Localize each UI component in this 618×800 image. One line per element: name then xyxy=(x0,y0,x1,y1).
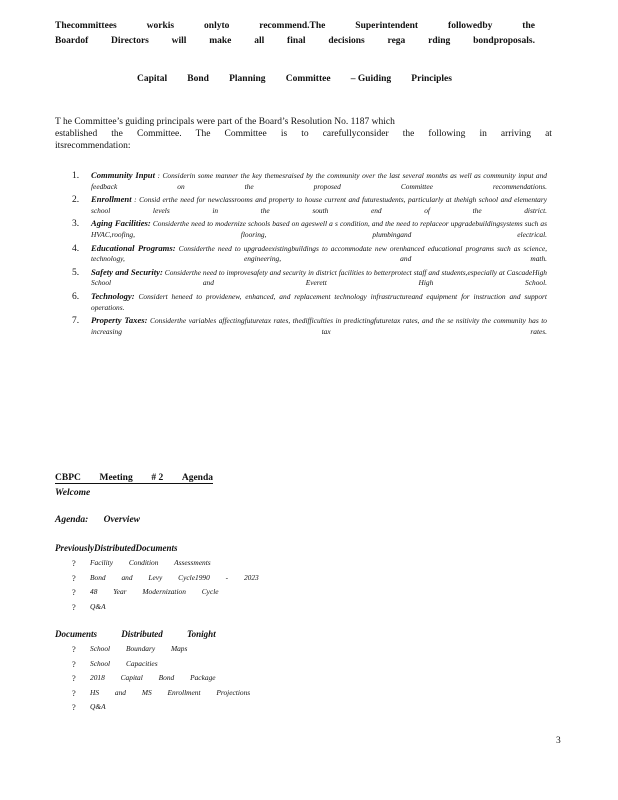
document-name: School Boundary Maps xyxy=(90,644,188,653)
principle-term: Safety and Security: xyxy=(91,266,163,277)
intro-word: onlyto xyxy=(204,21,230,31)
welcome-item: Welcome xyxy=(55,488,91,498)
resolution-line-2 xyxy=(55,128,552,140)
section-heading xyxy=(137,74,452,84)
heading-word: Committee xyxy=(285,74,331,84)
bullet-glyph: ? xyxy=(72,644,76,654)
intro-word: followedby xyxy=(448,21,493,31)
bullet-glyph: ? xyxy=(72,572,76,583)
intro-line-2 xyxy=(55,34,535,49)
guiding-principles-list xyxy=(72,170,547,339)
intro-word: recommend.The xyxy=(259,21,326,31)
resolution-word: Committee. xyxy=(136,129,182,139)
intro-word: bondproposals. xyxy=(473,36,535,46)
principle-term: Enrollment xyxy=(91,194,132,205)
page-number: 3 xyxy=(556,736,561,746)
document-list-item xyxy=(72,657,250,672)
intro-word: the xyxy=(522,21,535,31)
bullet-glyph: ? xyxy=(72,673,76,683)
principle-number: 1. xyxy=(72,171,80,181)
heading-word: Capital xyxy=(137,74,168,84)
tonight-documents-list xyxy=(72,642,250,715)
principle-text: Considert heneed to providenew, enhanced, and replacement technology infrastructureand equipment for instruction and support operations. xyxy=(91,291,547,312)
heading-word: Planning xyxy=(229,74,266,84)
principle-term: Technology: xyxy=(91,290,135,301)
principle-text: Considerthe need to modernize schools based on ageswell a s condition, and the need to replaceor upgradebuildingsystems such as HVAC,roofing, flooring, plumbingand electrical. xyxy=(91,219,547,239)
tonight-documents-title: Documents Distributed Tonight xyxy=(55,629,216,639)
principle-number: 4. xyxy=(72,243,80,254)
intro-word: Thecommittees xyxy=(55,21,117,31)
principle-text: Considerthe variables affectingfuturetax rates, thedifficulties in predictingfuturetax rates, and the se nsitivity the community has to increasing tax rates. xyxy=(91,316,547,336)
document-name: 48 Year Modernization Cycle xyxy=(90,587,219,596)
agenda-title-word: Agenda xyxy=(181,473,213,483)
principle-item xyxy=(72,291,547,313)
resolution-word: The xyxy=(195,129,211,139)
intro-word: Directors xyxy=(111,36,149,46)
principle-number: 3. xyxy=(72,219,80,230)
resolution-word: in xyxy=(479,129,487,139)
document-list-item xyxy=(72,686,250,701)
intro-word: decisions xyxy=(328,36,365,46)
resolution-word: established xyxy=(55,129,98,139)
document-name: Q&A xyxy=(90,601,106,611)
intro-word: all xyxy=(254,36,265,46)
intro-word: Superintendent xyxy=(355,21,419,31)
document-list-item xyxy=(72,700,250,715)
principle-item xyxy=(72,194,547,216)
document-list-item xyxy=(72,600,259,615)
agenda-overview xyxy=(55,515,140,525)
bullet-glyph: ? xyxy=(72,558,76,568)
principle-term: Educational Programs: xyxy=(91,242,176,253)
intro-word: will xyxy=(171,36,187,46)
principle-item xyxy=(72,243,547,265)
principle-item xyxy=(72,218,547,240)
document-name: Q&A xyxy=(90,702,106,711)
principle-term: Community Input xyxy=(91,170,155,180)
principle-text: Considerthe need to improvesafety and security in district facilities to betterprotect staff and students,especially at CascadeHigh School and Everett High School. xyxy=(91,267,547,288)
document-list-item xyxy=(72,556,259,571)
document-list-item xyxy=(72,642,250,657)
bullet-glyph: ? xyxy=(72,587,76,597)
principle-item xyxy=(72,315,547,337)
agenda-title-word: Meeting xyxy=(99,473,133,483)
intro-paragraph xyxy=(55,19,535,49)
principle-text: Considerthe need to upgradeexistingbuildings to accommodate new orenhanced educational programs such as science, technology, engineering, and math. xyxy=(91,243,547,264)
heading-word: Bond xyxy=(187,74,209,84)
resolution-word: carefullyconsider xyxy=(322,129,389,139)
bullet-glyph: ? xyxy=(72,687,76,698)
heading-word: Principles xyxy=(411,74,452,84)
intro-line-1 xyxy=(55,19,535,34)
document-list-item xyxy=(72,585,259,600)
resolution-word: is xyxy=(280,129,288,139)
principle-item xyxy=(72,170,547,192)
resolution-line-1: T he Committee’s guiding principals were part of the Board’s Resolution No. 1187 which xyxy=(55,117,395,127)
resolution-word: the xyxy=(402,129,415,139)
previous-documents-list xyxy=(72,556,259,614)
intro-word: rega xyxy=(387,36,406,46)
document-name: HS and MS Enrollment Projections xyxy=(90,687,251,697)
principle-number: 5. xyxy=(72,267,80,278)
resolution-word: to xyxy=(301,129,309,139)
principle-number: 6. xyxy=(72,291,80,302)
bullet-glyph: ? xyxy=(72,601,76,612)
principle-text: : Considerin some manner the key themesraised by the community over the last several months as well as community input and feedback on the proposed Committee recommendations. xyxy=(91,171,547,191)
intro-word: rding xyxy=(428,36,451,46)
resolution-word: at xyxy=(545,129,552,139)
resolution-word: arriving xyxy=(500,129,531,139)
intro-word: final xyxy=(287,36,306,46)
principle-item xyxy=(72,267,547,289)
document-name: School Capacities xyxy=(90,658,158,668)
resolution-line-3: itsrecommendation: xyxy=(55,141,131,151)
resolution-paragraph xyxy=(55,116,552,152)
document-list-item xyxy=(72,571,259,586)
bullet-glyph: ? xyxy=(72,702,76,712)
agenda-title xyxy=(55,473,213,484)
intro-word: Boardof xyxy=(55,36,89,46)
principle-number: 7. xyxy=(72,316,80,327)
resolution-word: the xyxy=(111,129,123,139)
overview-label: Overview xyxy=(103,515,140,525)
document-name: Facility Condition Assessments xyxy=(90,558,211,567)
resolution-word: Committee xyxy=(224,129,267,139)
agenda-title-word: CBPC xyxy=(55,473,81,483)
principle-number: 2. xyxy=(72,195,80,206)
document-list-item xyxy=(72,671,250,686)
intro-word: workis xyxy=(146,21,175,31)
intro-word: make xyxy=(209,36,232,46)
document-name: 2018 Capital Bond Package xyxy=(90,673,216,682)
bullet-glyph: ? xyxy=(72,658,76,669)
principle-term: Property Taxes: xyxy=(91,315,148,326)
principle-term: Aging Facilities: xyxy=(91,218,151,229)
heading-word: – Guiding xyxy=(350,74,392,84)
principle-text: : Consid erthe need for newclassrooms and property to house current and futurestudents, particularly at thehigh school and elementary school levels in the south end of the district. xyxy=(91,195,547,215)
agenda-label: Agenda: xyxy=(55,515,89,525)
previous-documents-title: PreviouslyDistributedDocuments xyxy=(55,543,178,553)
document-name: Bond and Levy Cycle1990 - 2023 xyxy=(90,572,259,582)
agenda-title-word: # 2 xyxy=(151,473,164,483)
resolution-word: following xyxy=(428,129,466,139)
